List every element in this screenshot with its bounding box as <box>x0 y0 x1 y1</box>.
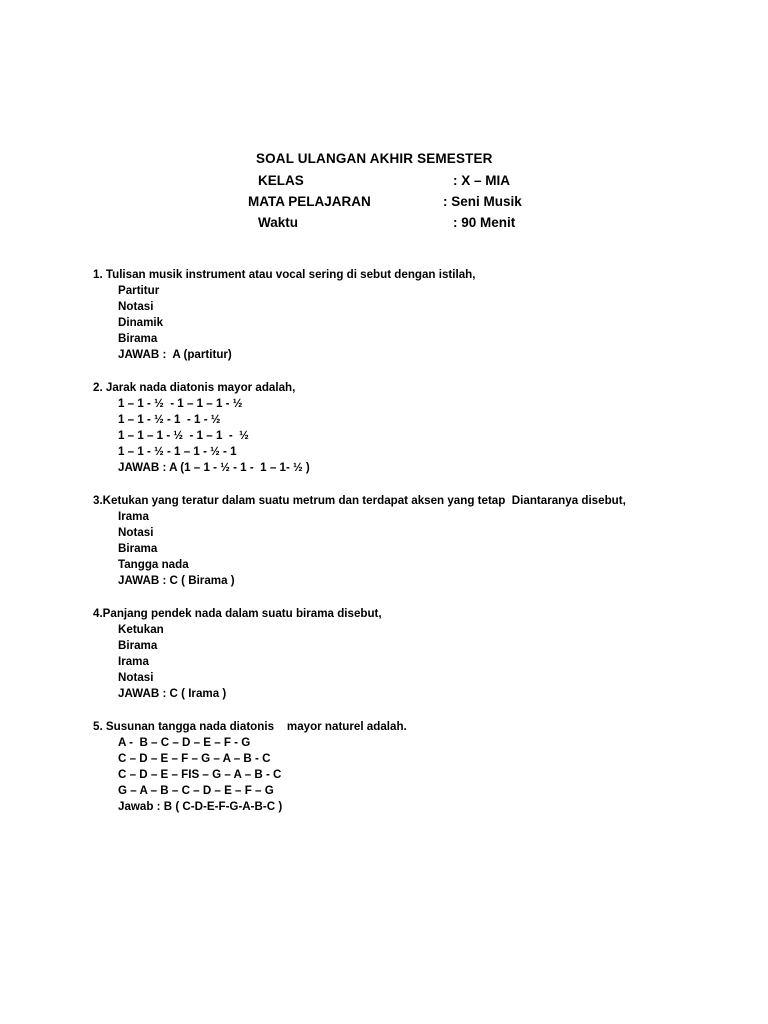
question-answer: JAWAB : A (partitur) <box>118 348 232 361</box>
question-stem: 5. Susunan tangga nada diatonis mayor naturel adalah. <box>93 720 407 733</box>
question-stem: 3.Ketukan yang teratur dalam suatu metrum dan terdapat aksen yang tetap Diantaranya disebut, <box>93 494 626 507</box>
question-options <box>0 283 768 363</box>
question-answer: JAWAB : C ( Irama ) <box>118 687 227 700</box>
page-title: SOAL ULANGAN AKHIR SEMESTER <box>256 151 493 166</box>
question-option[interactable]: Ketukan <box>118 623 164 636</box>
exam-meta-row <box>248 212 768 233</box>
exam-meta-value: : Seni Musik <box>443 194 522 209</box>
question-option[interactable]: 1 – 1 - ½ - 1 – 1 – 1 - ½ <box>118 397 243 410</box>
question-option[interactable]: C – D – E – FIS – G – A – B - C <box>118 768 282 781</box>
question-answer: JAWAB : C ( Birama ) <box>118 574 235 587</box>
question-option[interactable]: Notasi <box>118 526 154 539</box>
question-block <box>0 493 768 589</box>
question-option[interactable]: 1 – 1 - ½ - 1 - 1 - ½ <box>118 413 221 426</box>
question-block <box>0 719 768 815</box>
question-block <box>0 606 768 702</box>
question-options <box>0 622 768 702</box>
question-option[interactable]: G – A – B – C – D – E – F – G <box>118 784 274 797</box>
question-option[interactable]: 1 – 1 – 1 - ½ - 1 – 1 - ½ <box>118 429 249 442</box>
question-option[interactable]: Irama <box>118 510 149 523</box>
exam-meta-row <box>248 170 768 191</box>
question-option[interactable]: 1 – 1 - ½ - 1 – 1 - ½ - 1 <box>118 445 237 458</box>
question-option[interactable]: Dinamik <box>118 316 164 329</box>
exam-meta-label: Waktu <box>258 215 298 230</box>
exam-meta-label: MATA PELAJARAN <box>248 194 371 209</box>
question-stem: 4.Panjang pendek nada dalam suatu birama disebut, <box>93 607 382 620</box>
question-answer: JAWAB : A (1 – 1 - ½ - 1 - 1 – 1- ½ ) <box>118 461 310 474</box>
question-option[interactable]: C – D – E – F – G – A – B - C <box>118 752 271 765</box>
question-answer: Jawab : B ( C-D-E-F-G-A-B-C ) <box>118 800 283 813</box>
exam-meta-value: : X – MIA <box>453 173 511 188</box>
exam-meta-label: KELAS <box>258 173 304 188</box>
question-option[interactable]: A - B – C – D – E – F - G <box>118 736 251 749</box>
question-option[interactable]: Tangga nada <box>118 558 189 571</box>
document-header <box>0 148 768 233</box>
question-stem: 2. Jarak nada diatonis mayor adalah, <box>93 381 296 394</box>
exam-meta-value: : 90 Menit <box>453 215 516 230</box>
question-list <box>0 267 768 832</box>
question-block <box>0 380 768 476</box>
question-options <box>0 735 768 815</box>
exam-meta-table <box>0 170 768 233</box>
question-option[interactable]: Irama <box>118 655 149 668</box>
exam-meta-row <box>248 191 768 212</box>
question-option[interactable]: Birama <box>118 332 158 345</box>
question-option[interactable]: Notasi <box>118 671 154 684</box>
question-option[interactable]: Birama <box>118 542 158 555</box>
question-block <box>0 267 768 363</box>
question-option[interactable]: Notasi <box>118 300 154 313</box>
question-options <box>0 396 768 476</box>
question-option[interactable]: Birama <box>118 639 158 652</box>
question-options <box>0 509 768 589</box>
question-stem: 1. Tulisan musik instrument atau vocal sering di sebut dengan istilah, <box>93 268 476 281</box>
question-option[interactable]: Partitur <box>118 284 160 297</box>
